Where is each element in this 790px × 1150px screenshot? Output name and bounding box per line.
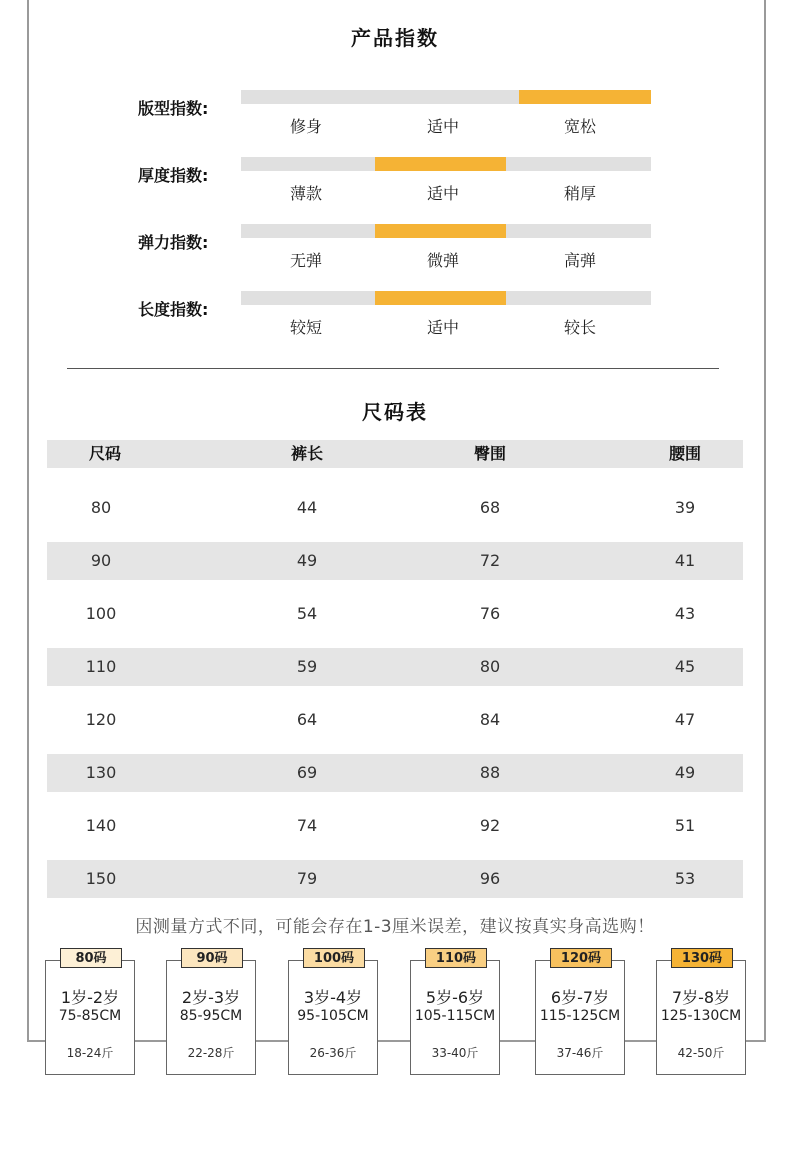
index-option: 高弹 [563, 251, 596, 270]
size-guide-card [45, 960, 135, 1075]
card-height: 115-125CM [539, 1008, 621, 1024]
card-age: 5岁-6岁 [425, 988, 485, 1007]
product-index-title: 产品指数 [351, 26, 439, 50]
index-label: 弹力指数: [138, 233, 209, 252]
card-weight: 42-50斤 [677, 1046, 725, 1060]
table-row [47, 542, 743, 580]
table-cell: 64 [296, 710, 318, 729]
index-option: 适中 [426, 318, 459, 337]
table-cell: 100 [85, 604, 117, 623]
size-guide-card [656, 960, 746, 1075]
table-cell: 110 [85, 657, 117, 676]
index-bar-segment [241, 224, 375, 238]
index-bar-segment [375, 90, 506, 104]
header-hip: 臀围 [473, 444, 506, 463]
card-weight: 22-28斤 [187, 1046, 235, 1060]
table-cell: 72 [479, 551, 501, 570]
header-waist: 腰围 [668, 444, 701, 463]
index-option: 修身 [289, 117, 322, 136]
card-age: 2岁-3岁 [181, 988, 241, 1007]
card-weight: 33-40斤 [431, 1046, 479, 1060]
card-weight: 26-36斤 [309, 1046, 357, 1060]
index-option: 稍厚 [563, 184, 596, 203]
table-row [47, 489, 743, 527]
table-cell: 45 [674, 657, 696, 676]
index-option: 适中 [426, 184, 459, 203]
card-weight: 37-46斤 [556, 1046, 604, 1060]
header-size: 尺码 [88, 444, 121, 463]
table-cell: 53 [674, 869, 696, 888]
table-cell: 41 [674, 551, 696, 570]
index-bar-selected [375, 224, 506, 238]
size-badge: 130码 [671, 948, 733, 968]
card-age: 7岁-8岁 [671, 988, 731, 1007]
table-cell: 39 [674, 498, 696, 517]
size-badge: 80码 [60, 948, 122, 968]
index-bar-segment [519, 291, 651, 305]
size-badge: 120码 [550, 948, 612, 968]
card-height: 105-115CM [414, 1008, 496, 1024]
size-badge: 100码 [303, 948, 365, 968]
table-cell: 49 [296, 551, 318, 570]
table-row [47, 860, 743, 898]
table-cell: 90 [90, 551, 112, 570]
index-bar-selected [375, 291, 506, 305]
table-cell: 150 [85, 869, 117, 888]
header-pants-length: 裤长 [290, 444, 323, 463]
size-badge: 90码 [181, 948, 243, 968]
table-cell: 84 [479, 710, 501, 729]
table-cell: 92 [479, 816, 501, 835]
index-option: 无弹 [289, 251, 322, 270]
table-cell: 130 [85, 763, 117, 782]
table-row [47, 754, 743, 792]
index-bar-selected [375, 157, 506, 171]
table-cell: 49 [674, 763, 696, 782]
card-height: 85-95CM [179, 1008, 243, 1024]
index-option: 微弹 [426, 251, 459, 270]
card-height: 95-105CM [297, 1008, 369, 1024]
table-cell: 51 [674, 816, 696, 835]
measurement-note: 因测量方式不同，可能会存在1-3厘米误差，建议按真实身高选购！ [135, 917, 655, 937]
table-row [47, 595, 743, 633]
table-cell: 74 [296, 816, 318, 835]
index-bar-segment [241, 90, 375, 104]
size-table-header [47, 440, 743, 468]
index-label: 长度指数: [138, 300, 209, 319]
size-badge: 110码 [425, 948, 487, 968]
table-cell: 140 [85, 816, 117, 835]
index-bar [241, 90, 651, 104]
card-age: 3岁-4岁 [303, 988, 363, 1007]
table-cell: 44 [296, 498, 318, 517]
table-cell: 69 [296, 763, 318, 782]
table-cell: 88 [479, 763, 501, 782]
index-bar [241, 291, 651, 305]
table-cell: 59 [296, 657, 318, 676]
table-row [47, 701, 743, 739]
table-cell: 68 [479, 498, 501, 517]
index-option: 薄款 [289, 184, 322, 203]
index-bar [241, 157, 651, 171]
table-row [47, 648, 743, 686]
table-cell: 80 [479, 657, 501, 676]
table-cell: 47 [674, 710, 696, 729]
card-height: 75-85CM [58, 1008, 122, 1024]
table-cell: 76 [479, 604, 501, 623]
size-guide-card [166, 960, 256, 1075]
table-row [47, 807, 743, 845]
index-bar-segment [519, 157, 651, 171]
index-option: 较长 [563, 318, 596, 337]
index-bar-segment [241, 157, 375, 171]
table-cell: 79 [296, 869, 318, 888]
index-label: 版型指数: [138, 99, 209, 118]
card-weight: 18-24斤 [66, 1046, 114, 1060]
index-bar-segment [519, 224, 651, 238]
card-age: 6岁-7岁 [550, 988, 610, 1007]
index-bar-selected [519, 90, 651, 104]
section-divider [67, 368, 719, 369]
table-cell: 96 [479, 869, 501, 888]
index-option: 适中 [426, 117, 459, 136]
table-cell: 43 [674, 604, 696, 623]
card-height: 125-130CM [660, 1008, 742, 1024]
card-age: 1岁-2岁 [60, 988, 120, 1007]
size-guide-card [410, 960, 500, 1075]
index-label: 厚度指数: [138, 166, 209, 185]
index-bar [241, 224, 651, 238]
table-cell: 54 [296, 604, 318, 623]
size-guide-card [535, 960, 625, 1075]
index-bar-segment [241, 291, 375, 305]
table-cell: 80 [90, 498, 112, 517]
size-guide-card [288, 960, 378, 1075]
index-option: 宽松 [563, 117, 596, 136]
size-chart-title: 尺码表 [362, 400, 428, 424]
index-option: 较短 [289, 318, 322, 337]
table-cell: 120 [85, 710, 117, 729]
